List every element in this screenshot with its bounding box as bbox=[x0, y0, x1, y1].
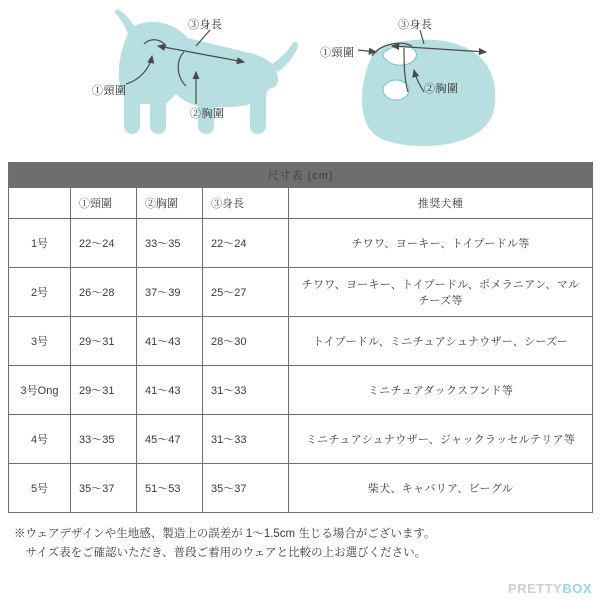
cell-size: 1号 bbox=[9, 219, 71, 268]
header-neck: ①頸圍 bbox=[71, 188, 137, 219]
table-row bbox=[9, 317, 593, 366]
cell-neck: 22～24 bbox=[71, 219, 137, 268]
cell-length: 31～33 bbox=[203, 415, 289, 464]
cell-length: 35～37 bbox=[203, 464, 289, 513]
cell-length: 22～24 bbox=[203, 219, 289, 268]
watermark bbox=[508, 581, 592, 596]
header-length: ③身長 bbox=[203, 188, 289, 219]
watermark-box: BOX bbox=[562, 581, 592, 596]
cell-neck: 35～37 bbox=[71, 464, 137, 513]
size-table-wrap bbox=[8, 162, 592, 513]
garment-label-length: ③身長 bbox=[398, 19, 433, 31]
note-line-1: ※ウェアデザインや生地感、製造上の誤差が 1～1.5cm 生じる場合がございます。 bbox=[14, 528, 436, 540]
header-chest: ②胸圍 bbox=[137, 188, 203, 219]
cell-size: 5号 bbox=[9, 464, 71, 513]
dog-label-length: ③身長 bbox=[188, 19, 223, 31]
watermark-pretty: PRETTY bbox=[508, 581, 563, 596]
cell-chest: 37～39 bbox=[137, 268, 203, 317]
cell-breeds: チワワ、ヨーキー、トイプードル、ポメラニアン、マルチーズ等 bbox=[289, 268, 593, 317]
cell-chest: 33～35 bbox=[137, 219, 203, 268]
table-title: 尺寸表 (cm) bbox=[9, 163, 593, 188]
illustration-svg bbox=[0, 0, 600, 160]
cell-breeds: 柴犬、キャバリア、ビーグル bbox=[289, 464, 593, 513]
table-row bbox=[9, 268, 593, 317]
cell-neck: 26～28 bbox=[71, 268, 137, 317]
table-header-row bbox=[9, 188, 593, 219]
header-breeds: 推奨犬種 bbox=[289, 188, 593, 219]
cell-chest: 45～47 bbox=[137, 415, 203, 464]
notes-block bbox=[14, 525, 600, 563]
cell-breeds: ミニチュアダックスフンド等 bbox=[289, 366, 593, 415]
cell-breeds: ミニチュアシュナウザー、ジャックラッセルテリア等 bbox=[289, 415, 593, 464]
cell-size: 2号 bbox=[9, 268, 71, 317]
dog-label-chest: ②胸圍 bbox=[190, 108, 225, 120]
table-row bbox=[9, 219, 593, 268]
dog-label-neck: ①頸圍 bbox=[92, 85, 127, 97]
cell-size: 3号 bbox=[9, 317, 71, 366]
table-row bbox=[9, 415, 593, 464]
cell-neck: 29～31 bbox=[71, 366, 137, 415]
cell-neck: 33～35 bbox=[71, 415, 137, 464]
cell-chest: 51～53 bbox=[137, 464, 203, 513]
note-line-2: サイズ表をご確認いただき、普段ご着用のウェアと比較の上お選びください。 bbox=[14, 547, 427, 559]
cell-size: 3号Ong bbox=[9, 366, 71, 415]
cell-length: 31～33 bbox=[203, 366, 289, 415]
cell-chest: 41～43 bbox=[137, 317, 203, 366]
cell-breeds: チワワ、ヨーキー、トイプードル等 bbox=[289, 219, 593, 268]
cell-chest: 41～43 bbox=[137, 366, 203, 415]
cell-length: 28～30 bbox=[203, 317, 289, 366]
header-size bbox=[9, 188, 71, 219]
table-row bbox=[9, 366, 593, 415]
table-row bbox=[9, 464, 593, 513]
garment-label-neck: ①頸圍 bbox=[320, 47, 355, 59]
cell-size: 4号 bbox=[9, 415, 71, 464]
illustration-area bbox=[0, 0, 600, 160]
garment-label-chest: ②胸圍 bbox=[424, 83, 459, 95]
size-table bbox=[8, 162, 593, 513]
cell-length: 25～27 bbox=[203, 268, 289, 317]
cell-neck: 29～31 bbox=[71, 317, 137, 366]
table-title-row bbox=[9, 163, 593, 188]
cell-breeds: トイプードル、ミニチュアシュナウザー、シーズー bbox=[289, 317, 593, 366]
